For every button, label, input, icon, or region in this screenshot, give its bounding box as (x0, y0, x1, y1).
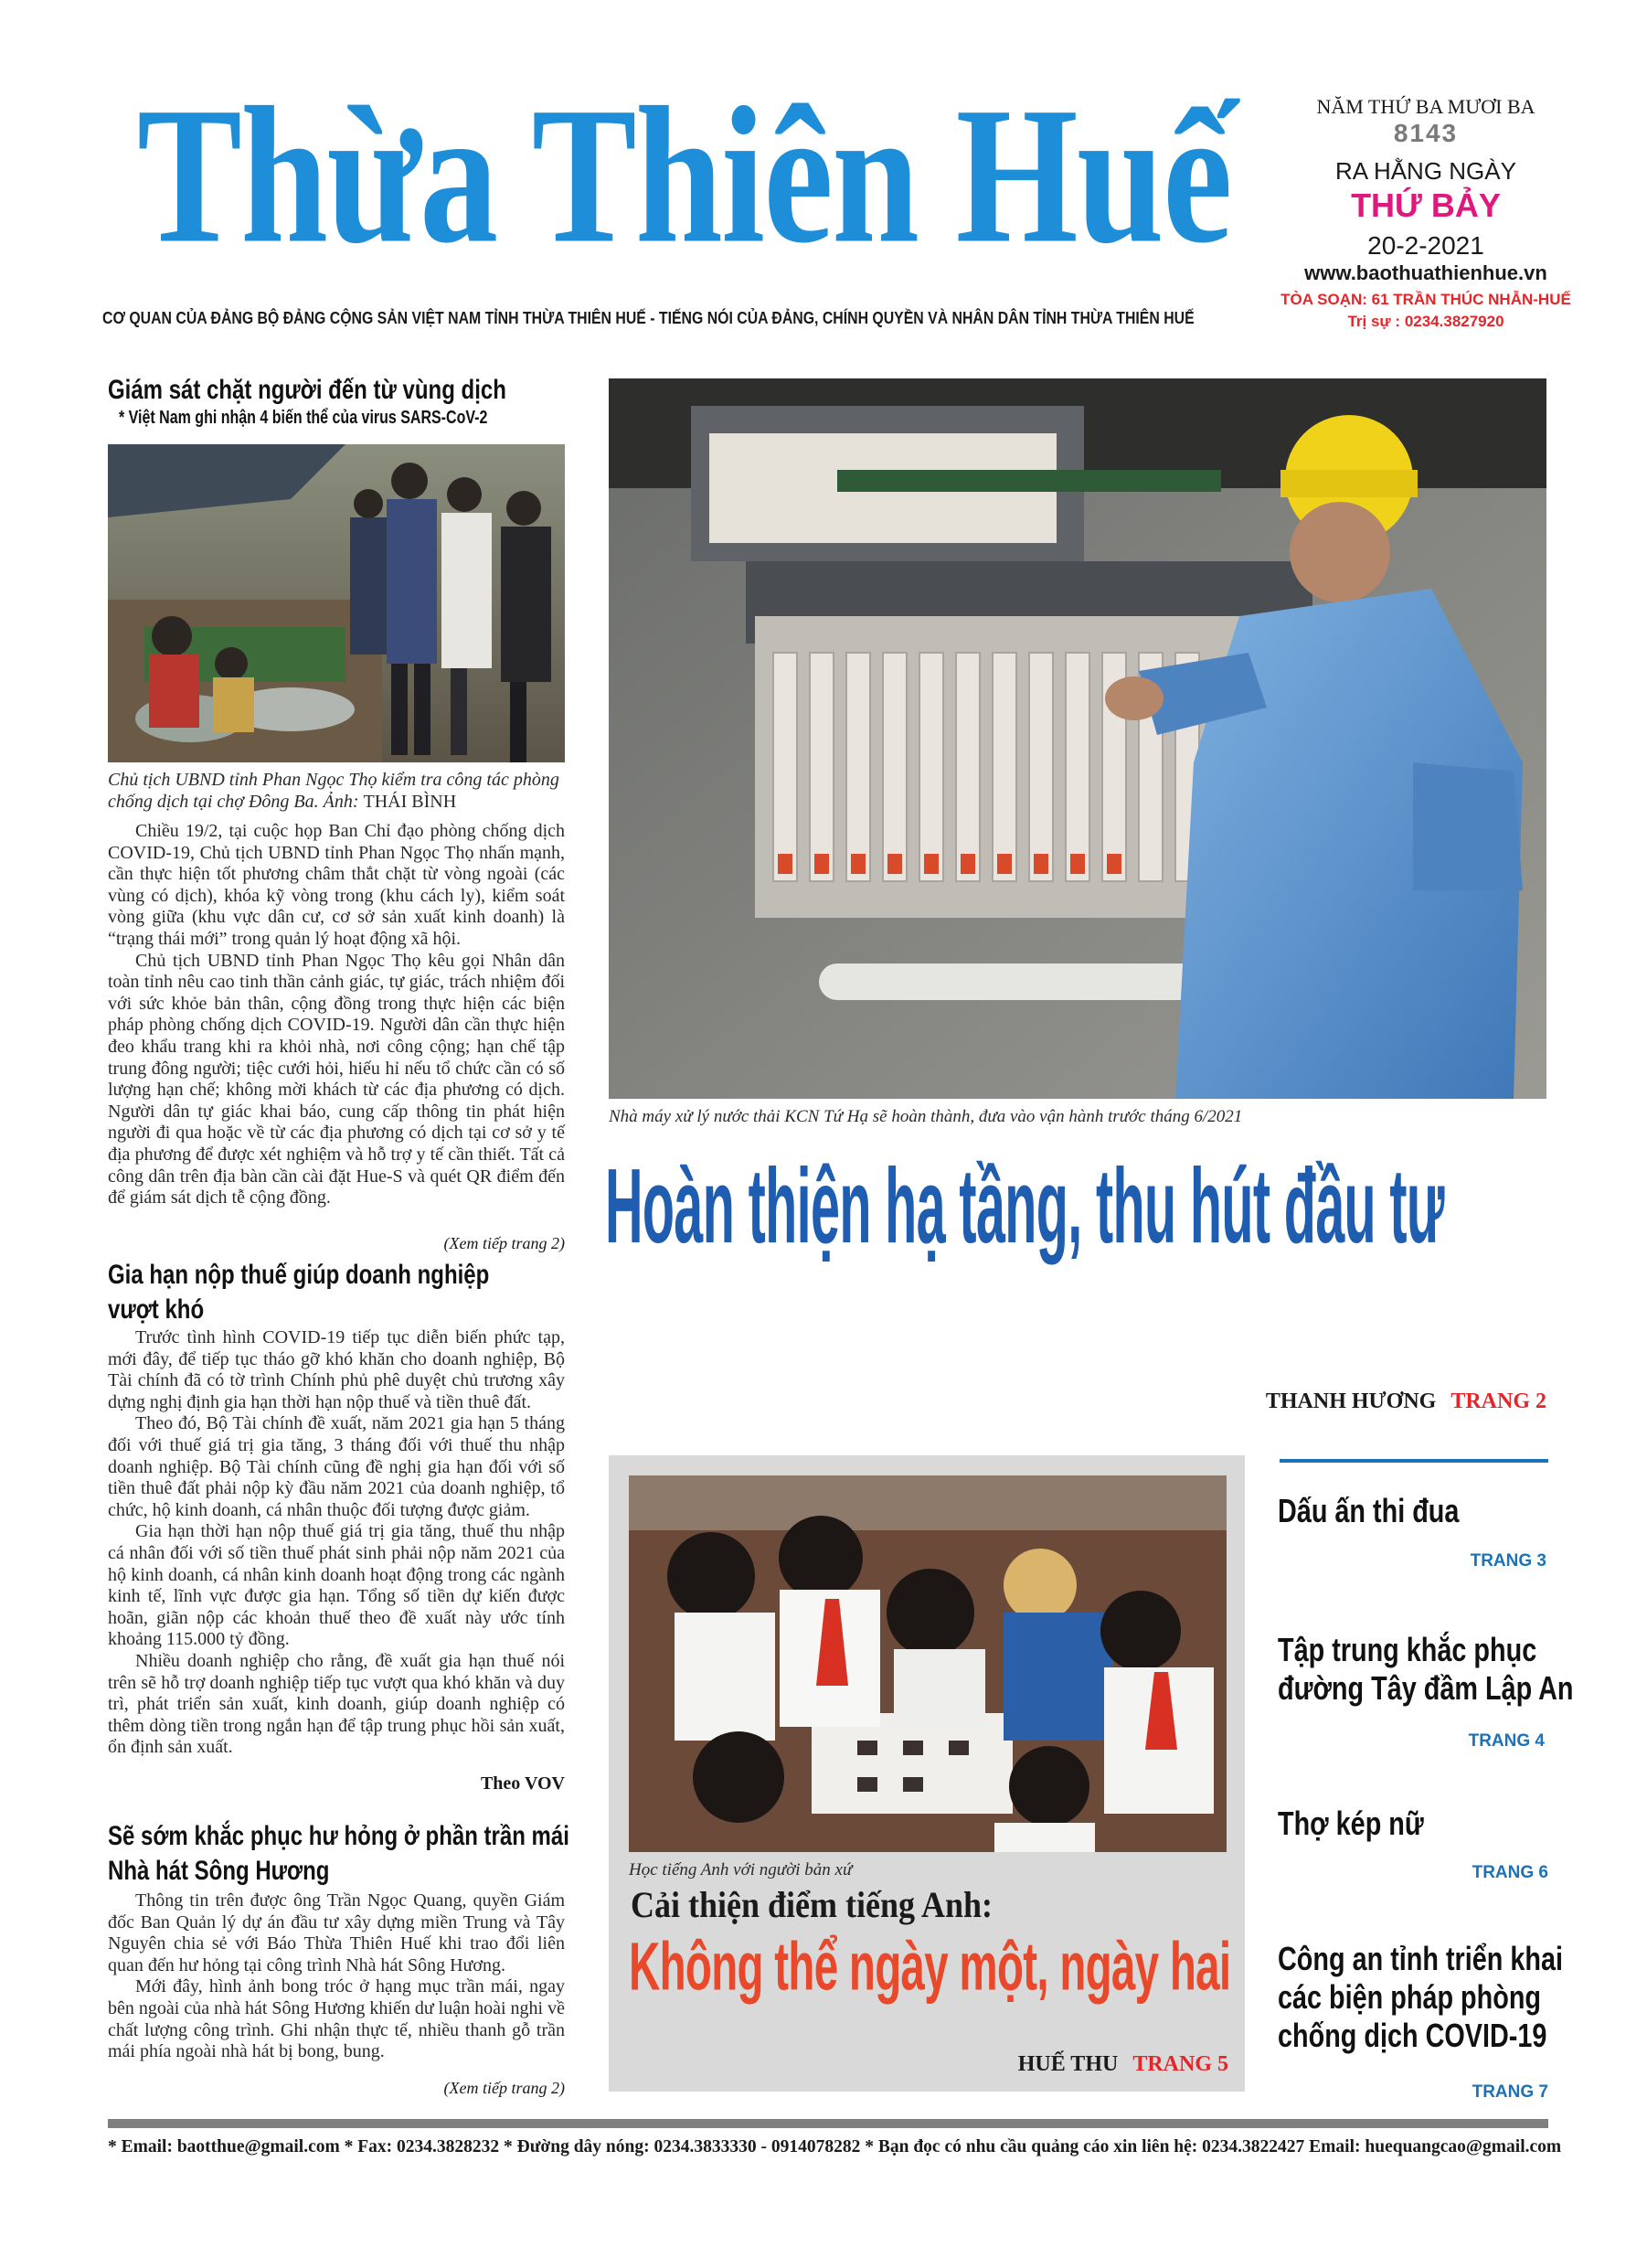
article-1-headline[interactable] (108, 373, 606, 408)
sidebar-item-title: Dấu ấn thi đua (1278, 1492, 1460, 1529)
article-3-continued[interactable] (108, 2079, 565, 2098)
article-2-body (108, 1327, 565, 1759)
sidebar-item-page[interactable]: TRANG 3 (1470, 1551, 1546, 1571)
lead-headline-text: Hoàn thiện hạ tầng, thu hút đầu tư (605, 1147, 1444, 1266)
lead-author: THANH HƯƠNG (1265, 1390, 1437, 1413)
feature-headline-text: Không thể ngày một, ngày hai (629, 1928, 1231, 2005)
article-2-headline-line2: vượt khó (108, 1294, 205, 1325)
sidebar-item-title: đường Tây đầm Lập An (1278, 1669, 1574, 1707)
paragraph: Thông tin trên được ông Trần Ngọc Quang, quyền Giám đốc Ban Quản lý dự án đầu tư xây dựng miền Trung và Tây Nguyên chia sẻ với Báo Thừa Thiên Huế khi trao đổi liên quan đến hư hỏng tại công trình Nhà hát Sông Hương. (108, 1890, 565, 1975)
masthead-title: Thừa Thiên Huế (137, 67, 1231, 284)
sidebar-item-title: Thợ kép nữ (1278, 1805, 1424, 1842)
lead-photo (609, 378, 1546, 1099)
article-3-headline[interactable] (108, 1819, 685, 1889)
sidebar-item-tho-kep-nu[interactable] (1278, 1805, 1461, 1843)
article-1-subhead (119, 408, 579, 429)
sidebar-item-title: các biện pháp phòng (1278, 1978, 1542, 2016)
sidebar-rule (1280, 1459, 1548, 1463)
sidebar-item-title: Tập trung khắc phục (1278, 1631, 1537, 1668)
continued-text: (Xem tiếp trang 2) (443, 2079, 565, 2097)
sidebar-item-tay-dam-lap-an[interactable] (1278, 1631, 1647, 1708)
article-1-headline-text: Giám sát chặt người đến từ vùng dịch (108, 375, 506, 405)
continued-text: (Xem tiếp trang 2) (443, 1234, 565, 1252)
lead-byline[interactable] (1188, 1390, 1546, 1414)
sidebar-item-page[interactable]: TRANG 4 (1468, 1731, 1545, 1751)
paragraph: Theo đó, Bộ Tài chính đề xuất, năm 2021 gia hạn 5 tháng đối với thuế giá trị gia tăng, 3 tháng đối với thuế thu nhập doanh nghiệp. Bộ Tài chính cũng đề nghị gia hạn đối với số tiền thuê đất phải nộp kỳ đầu năm 2021 của doanh nghiệp, tổ chức, hộ kinh doanh, cá nhân thuộc đối tượng được giảm. (108, 1413, 565, 1520)
tagline: CƠ QUAN CỦA ĐẢNG BỘ ĐẢNG CỘNG SẢN VIỆT NAM TỈNH THỪA THIÊN HUẾ - TIẾNG NÓI CỦA ĐẢNG, CHÍNH QUYỀN VÀ NHÂN DÂN TỈNH THỪA THIÊN HUẾ (102, 309, 1195, 327)
market-photo (108, 444, 565, 762)
sidebar-item-dau-an-thi-dua[interactable] (1278, 1492, 1504, 1530)
sidebar-item-page[interactable]: TRANG 6 (1472, 1863, 1548, 1882)
article-1-caption (108, 769, 574, 813)
footer-rule (108, 2119, 1548, 2128)
article-2-headline[interactable] (108, 1258, 585, 1327)
office-address: TÒA SOẠN: 61 TRẦN THÚC NHẪN-HUẾ (1280, 291, 1571, 308)
lead-page-ref: TRANG 2 (1450, 1390, 1546, 1413)
issue-date: 20-2-2021 (1367, 231, 1484, 260)
feature-byline[interactable] (903, 2052, 1228, 2077)
article-1-body (108, 821, 565, 1209)
article-2-headline-line1: Gia hạn nộp thuế giúp doanh nghiệp (108, 1260, 490, 1290)
frequency-label: RA HẰNG NGÀY (1335, 157, 1516, 185)
office-phone: Trị sự : 0234.3827920 (1347, 313, 1504, 330)
article-1-caption-credit: THÁI BÌNH (363, 792, 457, 812)
article-3-headline-line2: Nhà hát Sông Hương (108, 1856, 330, 1886)
feature-kicker: Cải thiện điểm tiếng Anh: (631, 1884, 994, 1925)
sidebar-item-page[interactable]: TRANG 7 (1472, 2082, 1548, 2102)
article-1-caption-text: Chủ tịch UBND tỉnh Phan Ngọc Thọ kiểm tra công tác phòng chống dịch tại chợ Đông Ba. Ảnh: (108, 770, 559, 812)
lead-caption: Nhà máy xử lý nước thải KCN Tứ Hạ sẽ hoàn thành, đưa vào vận hành trước tháng 6/2021 (609, 1107, 1243, 1126)
paragraph: Chủ tịch UBND tỉnh Phan Ngọc Thọ kêu gọi Nhân dân toàn tỉnh nêu cao tinh thần cảnh giác, tự giác, trách nhiệm đối với sức khỏe bản thân, cộng đồng trong thực hiện các biện pháp phòng chống dịch COVID-19. Người dân cần thực hiện đeo khẩu trang khi ra khỏi nhà, nơi công cộng; hạn chế tập trung đông người; tiệc cưới hỏi, hiếu hỉ nếu tổ chức cần có số lượng hạn chế; không mời khách từ các địa phương có dịch. Người dân tự giác khai báo, cung cấp thông tin phát hiện người đi qua hoặc về từ các địa phương có dịch tại cơ sở y tế địa phương để được xét nghiệm và hỗ trợ y tế cần thiết. Tất cả công dân trên địa bàn cần cài đặt Hue-S và quét QR điểm đến để giám sát dịch tễ cộng đồng. (108, 950, 565, 1209)
sidebar-item-title: Công an tỉnh triển khai (1278, 1940, 1564, 1977)
paragraph: Nhiều doanh nghiệp cho rằng, đề xuất gia hạn thuế nói trên sẽ hỗ trợ doanh nghiệp tiếp tục vượt qua khó khăn và duy trì, phát triển sản xuất, kinh doanh, giúp doanh nghiệp có thêm dòng tiền trong ngắn hạn để tập trung phục hồi sản xuất, ổn định sản xuất. (108, 1650, 565, 1758)
article-3-headline-line1: Sẽ sớm khắc phục hư hỏng ở phần trần mái (108, 1821, 569, 1851)
feature-page-ref: TRANG 5 (1132, 2052, 1228, 2076)
feature-photo (629, 1475, 1227, 1852)
issue-number: 8143 (1393, 119, 1459, 147)
feature-caption: Học tiếng Anh với người bản xứ (629, 1860, 853, 1879)
sidebar-item-cong-an-covid[interactable] (1278, 1940, 1634, 2055)
article-1-subhead-text: * Việt Nam ghi nhận 4 biến thể của virus SARS-CoV-2 (119, 408, 488, 428)
website-link[interactable]: www.baothuathienhue.vn (1304, 261, 1547, 284)
feature-author: HUẾ THU (1017, 2052, 1119, 2076)
article-3-body (108, 1890, 565, 2063)
paragraph: Mới đây, hình ảnh bong tróc ở hạng mục trần mái, ngay bên ngoài của nhà hát Sông Hương khiến dư luận hoài nghi về chất lượng công trình. Ghi nhận thực tế, nhiều thanh gỗ trần mái phía ngoài nhà hát bị bong, bung. (108, 1976, 565, 2062)
weekday-label: THỨ BẢY (1351, 186, 1501, 224)
article-2-source: Theo VOV (480, 1773, 565, 1794)
footer-contact: * Email: baotthue@gmail.com * Fax: 0234.3828232 * Đường dây nóng: 0234.3833330 - 0914078282 * Bạn đọc có nhu cầu quảng cáo xin liên hệ: 0234.3822427 Email: huequangcao@gmail.com (108, 2137, 1562, 2156)
paragraph: Trước tình hình COVID-19 tiếp tục diễn biến phức tạp, mới đây, để tiếp tục tháo gỡ khó khăn cho doanh nghiệp, Bộ Tài chính đã có tờ trình Chính phủ phê duyệt chủ trương xây dựng nghị định gia hạn thời hạn nộp thuế và tiền thuê đất. (108, 1327, 565, 1412)
paragraph: Chiều 19/2, tại cuộc họp Ban Chỉ đạo phòng chống dịch COVID-19, Chủ tịch UBND tỉnh Phan Ngọc Thọ nhấn mạnh, cần thực hiện tốt phương châm thắt chặt từ vòng ngoài (các vùng có dịch), khóa kỹ vòng trong (khu cách ly), kiểm soát vòng giữa (khu vực dân cư, cơ sở sản xuất kinh doanh) là “trạng thái mới” trong quản lý hoạt động xã hội. (108, 821, 565, 949)
article-1-continued[interactable] (108, 1234, 565, 1253)
lead-headline[interactable] (605, 1147, 1647, 1266)
sidebar-item-title: chống dịch COVID-19 (1278, 2017, 1547, 2054)
paragraph: Gia hạn thời hạn nộp thuế giá trị gia tăng, thuế thu nhập cá nhân đối với số tiền thuế phát sinh phải nộp năm 2021 của hộ kinh doanh, cá nhân kinh doanh hoạt động trong các ngành kinh tế, lĩnh vực được gia hạn. Tổng số tiền dự kiến được hoãn, giãn nộp các khoản thuế theo đề xuất này ước tính khoảng 115.000 tỷ đồng. (108, 1521, 565, 1650)
year-line: NĂM THỨ BA MƯƠI BA (1316, 95, 1535, 118)
